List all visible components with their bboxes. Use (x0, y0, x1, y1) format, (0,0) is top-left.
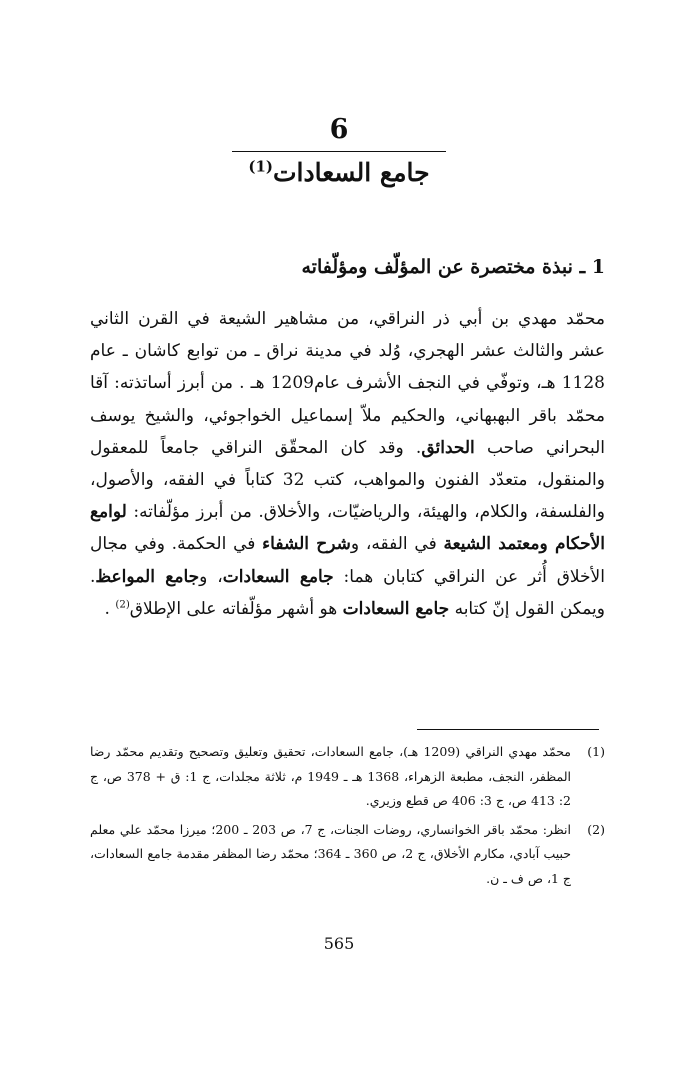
footnote-item (90, 818, 605, 892)
chapter-number: 6 (329, 114, 349, 145)
body-text-segment: في الفقه، و (350, 534, 444, 555)
book-title-jami-mawaiz: جامع المواعظ (95, 566, 200, 587)
body-paragraph (90, 303, 605, 625)
body-text-segment: ، و (199, 566, 223, 587)
page-number: 565 (323, 934, 355, 953)
book-title-jami-saadat-2: جامع السعادات (342, 598, 450, 619)
footnote-number: (2) (587, 821, 605, 837)
footnote-text: انظر: محمّد باقر الخوانساري، روضات الجنات، ج 7، ص 203 ـ 200؛ ميرزا محمّد علي معلم حبيب آبادي، مكارم الأخلاق، ج 2، ص 360 ـ 364؛ محمّد رضا المظفر مقدمة جامع السعادات، ج 1، ص ف ـ ن. (90, 821, 572, 886)
footnotes (90, 740, 605, 896)
book-title-lawami: لوامع الأحكام ومعتمد الشيعة (90, 502, 606, 555)
body-text-segment: هو أشهر مؤلّفاته على الإطلاق (129, 598, 343, 619)
body-text-segment: . (104, 598, 116, 619)
footnote-item (90, 740, 605, 814)
book-title-sharh-shifa: شرح الشفاء (262, 534, 351, 555)
chapter-title (0, 153, 678, 193)
body-text-segment: في الحكمة. وفي مجال الأخلاق أُثر عن النراقي كتابان هما: (90, 534, 605, 587)
section-heading: 1 ـ نبذة مختصرة عن المؤلّف ومؤلّفاته (301, 256, 605, 278)
body-text-segment: . وقد كان المحقّق النراقي جامعاً للمعقول والمنقول، متعدّد الفنون والمواهب، كتب 32 كتاباً في الفقه، والأصول، والفلسفة، والكلام، والهيئة، والرياضيّات، والأخلاق. من أبرز مؤلّفاته: (90, 437, 605, 523)
footnote-number: (1) (587, 744, 605, 759)
book-title-jami-saadat: جامع السعادات (222, 566, 334, 587)
chapter-title-text: جامع السعادات (273, 158, 430, 187)
chapter-divider (232, 151, 446, 152)
body-footnote-ref[interactable]: (2) (115, 599, 130, 611)
body-text-segment: . ويمكن القول إنّ كتابه (90, 566, 605, 619)
chapter-title-footnote-ref[interactable]: (1) (248, 157, 273, 176)
footnote-text: محمّد مهدي النراقي (1209 هـ)، جامع السعادات، تحقيق وتعليق وتصحيح وتقديم محمّد رضا المظفر، النجف، مطبعة الزهراء، 1368 هـ ـ 1949 م، ثلاثة مجلدات، ج 1: ق + 378 ص، ج 2: 413 ص، ج 3: 406 ص قطع وزيري. (90, 744, 571, 809)
body-text-segment: محمّد مهدي بن أبي ذر النراقي، من مشاهير الشيعة في القرن الثاني عشر والثالث عشر الهجري، وُلد في مدينة نراق ـ من توابع كاشان ـ عام 1128 هـ، وتوفّي في النجف الأشرف عام1209 هـ . من أبرز أساتذته: آقا محمّد باقر البهبهاني، والحكيم ملاّ إسماعيل الخواجوئي، والشيخ يوسف البحراني صاحب (90, 309, 605, 458)
footnote-divider (417, 729, 599, 730)
book-title-hadaiq: الحدائق (421, 437, 475, 458)
